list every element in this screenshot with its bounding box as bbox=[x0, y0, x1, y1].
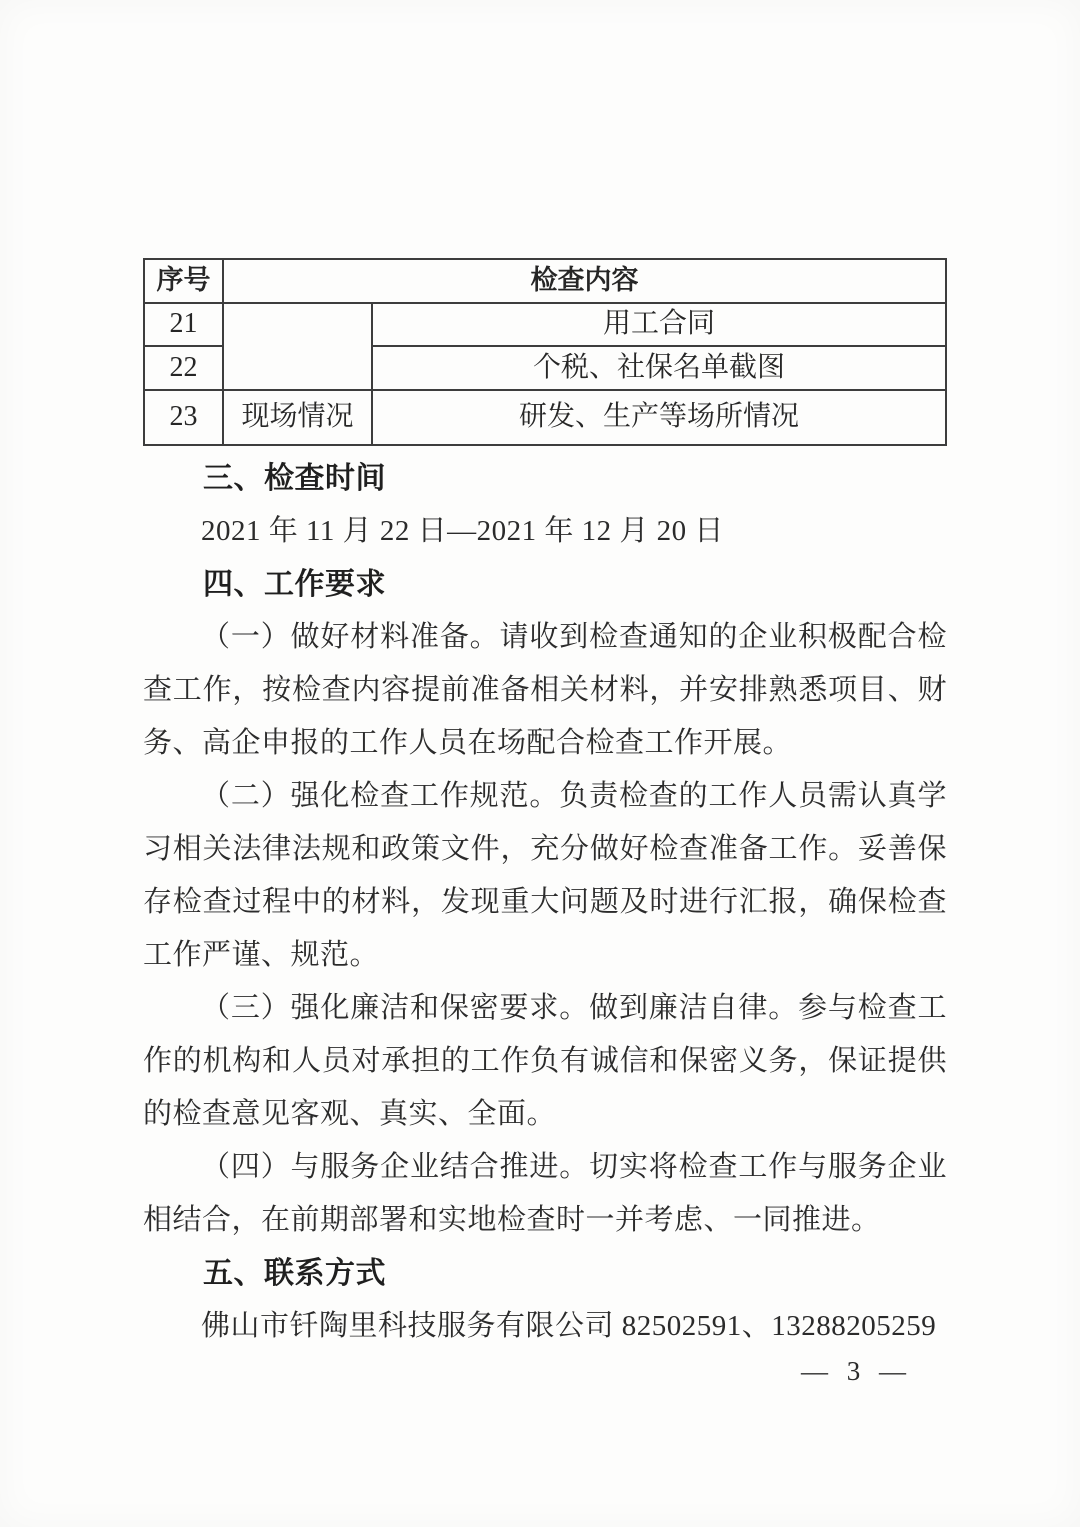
serial-number-cell: 21 bbox=[144, 303, 223, 346]
content-cell: 用工合同 bbox=[372, 303, 946, 346]
heading-contact-info: 五、联系方式 bbox=[203, 1257, 386, 1290]
table-row bbox=[144, 303, 946, 346]
content-cell: 研发、生产等场所情况 bbox=[372, 390, 946, 445]
heading-work-requirements: 四、工作要求 bbox=[203, 568, 386, 601]
table-row bbox=[144, 390, 946, 445]
category-cell: 现场情况 bbox=[223, 390, 372, 445]
category-cell-merged bbox=[223, 303, 372, 390]
serial-number-cell: 22 bbox=[144, 346, 223, 390]
table-header-row bbox=[144, 259, 946, 303]
table-header-serial: 序号 bbox=[144, 259, 223, 303]
paragraph-work-req-1: （一）做好材料准备。请收到检查通知的企业积极配合检查工作，按检查内容提前准备相关材料，并安排熟悉项目、财务、高企申报的工作人员在场配合检查工作开展。 bbox=[143, 621, 947, 759]
heading-inspection-time: 三、检查时间 bbox=[203, 462, 386, 495]
paragraph-work-req-3: （三）强化廉洁和保密要求。做到廉洁自律。参与检查工作的机构和人员对承担的工作负有诚信和保密义务，保证提供的检查意见客观、真实、全面。 bbox=[143, 992, 947, 1130]
inspection-table bbox=[143, 258, 947, 446]
paragraph-work-req-4: （四）与服务企业结合推进。切实将检查工作与服务企业相结合，在前期部署和实地检查时一并考虑、一同推进。 bbox=[143, 1151, 947, 1236]
paragraph-inspection-dates: 2021 年 11 月 22 日—2021 年 12 月 20 日 bbox=[201, 515, 724, 547]
document-body bbox=[143, 452, 947, 1353]
page-number: — 3 — bbox=[801, 1356, 912, 1386]
serial-number-cell: 23 bbox=[144, 390, 223, 445]
table-header-content: 检查内容 bbox=[223, 259, 946, 303]
paragraph-contact-line: 佛山市钎陶里科技服务有限公司 82502591、13288205259 bbox=[201, 1310, 937, 1342]
paragraph-work-req-2: （二）强化检查工作规范。负责检查的工作人员需认真学习相关法律法规和政策文件，充分做好检查准备工作。妥善保存检查过程中的材料，发现重大问题及时进行汇报，确保检查工作严谨、规范。 bbox=[143, 780, 947, 971]
content-cell: 个税、社保名单截图 bbox=[372, 346, 946, 390]
